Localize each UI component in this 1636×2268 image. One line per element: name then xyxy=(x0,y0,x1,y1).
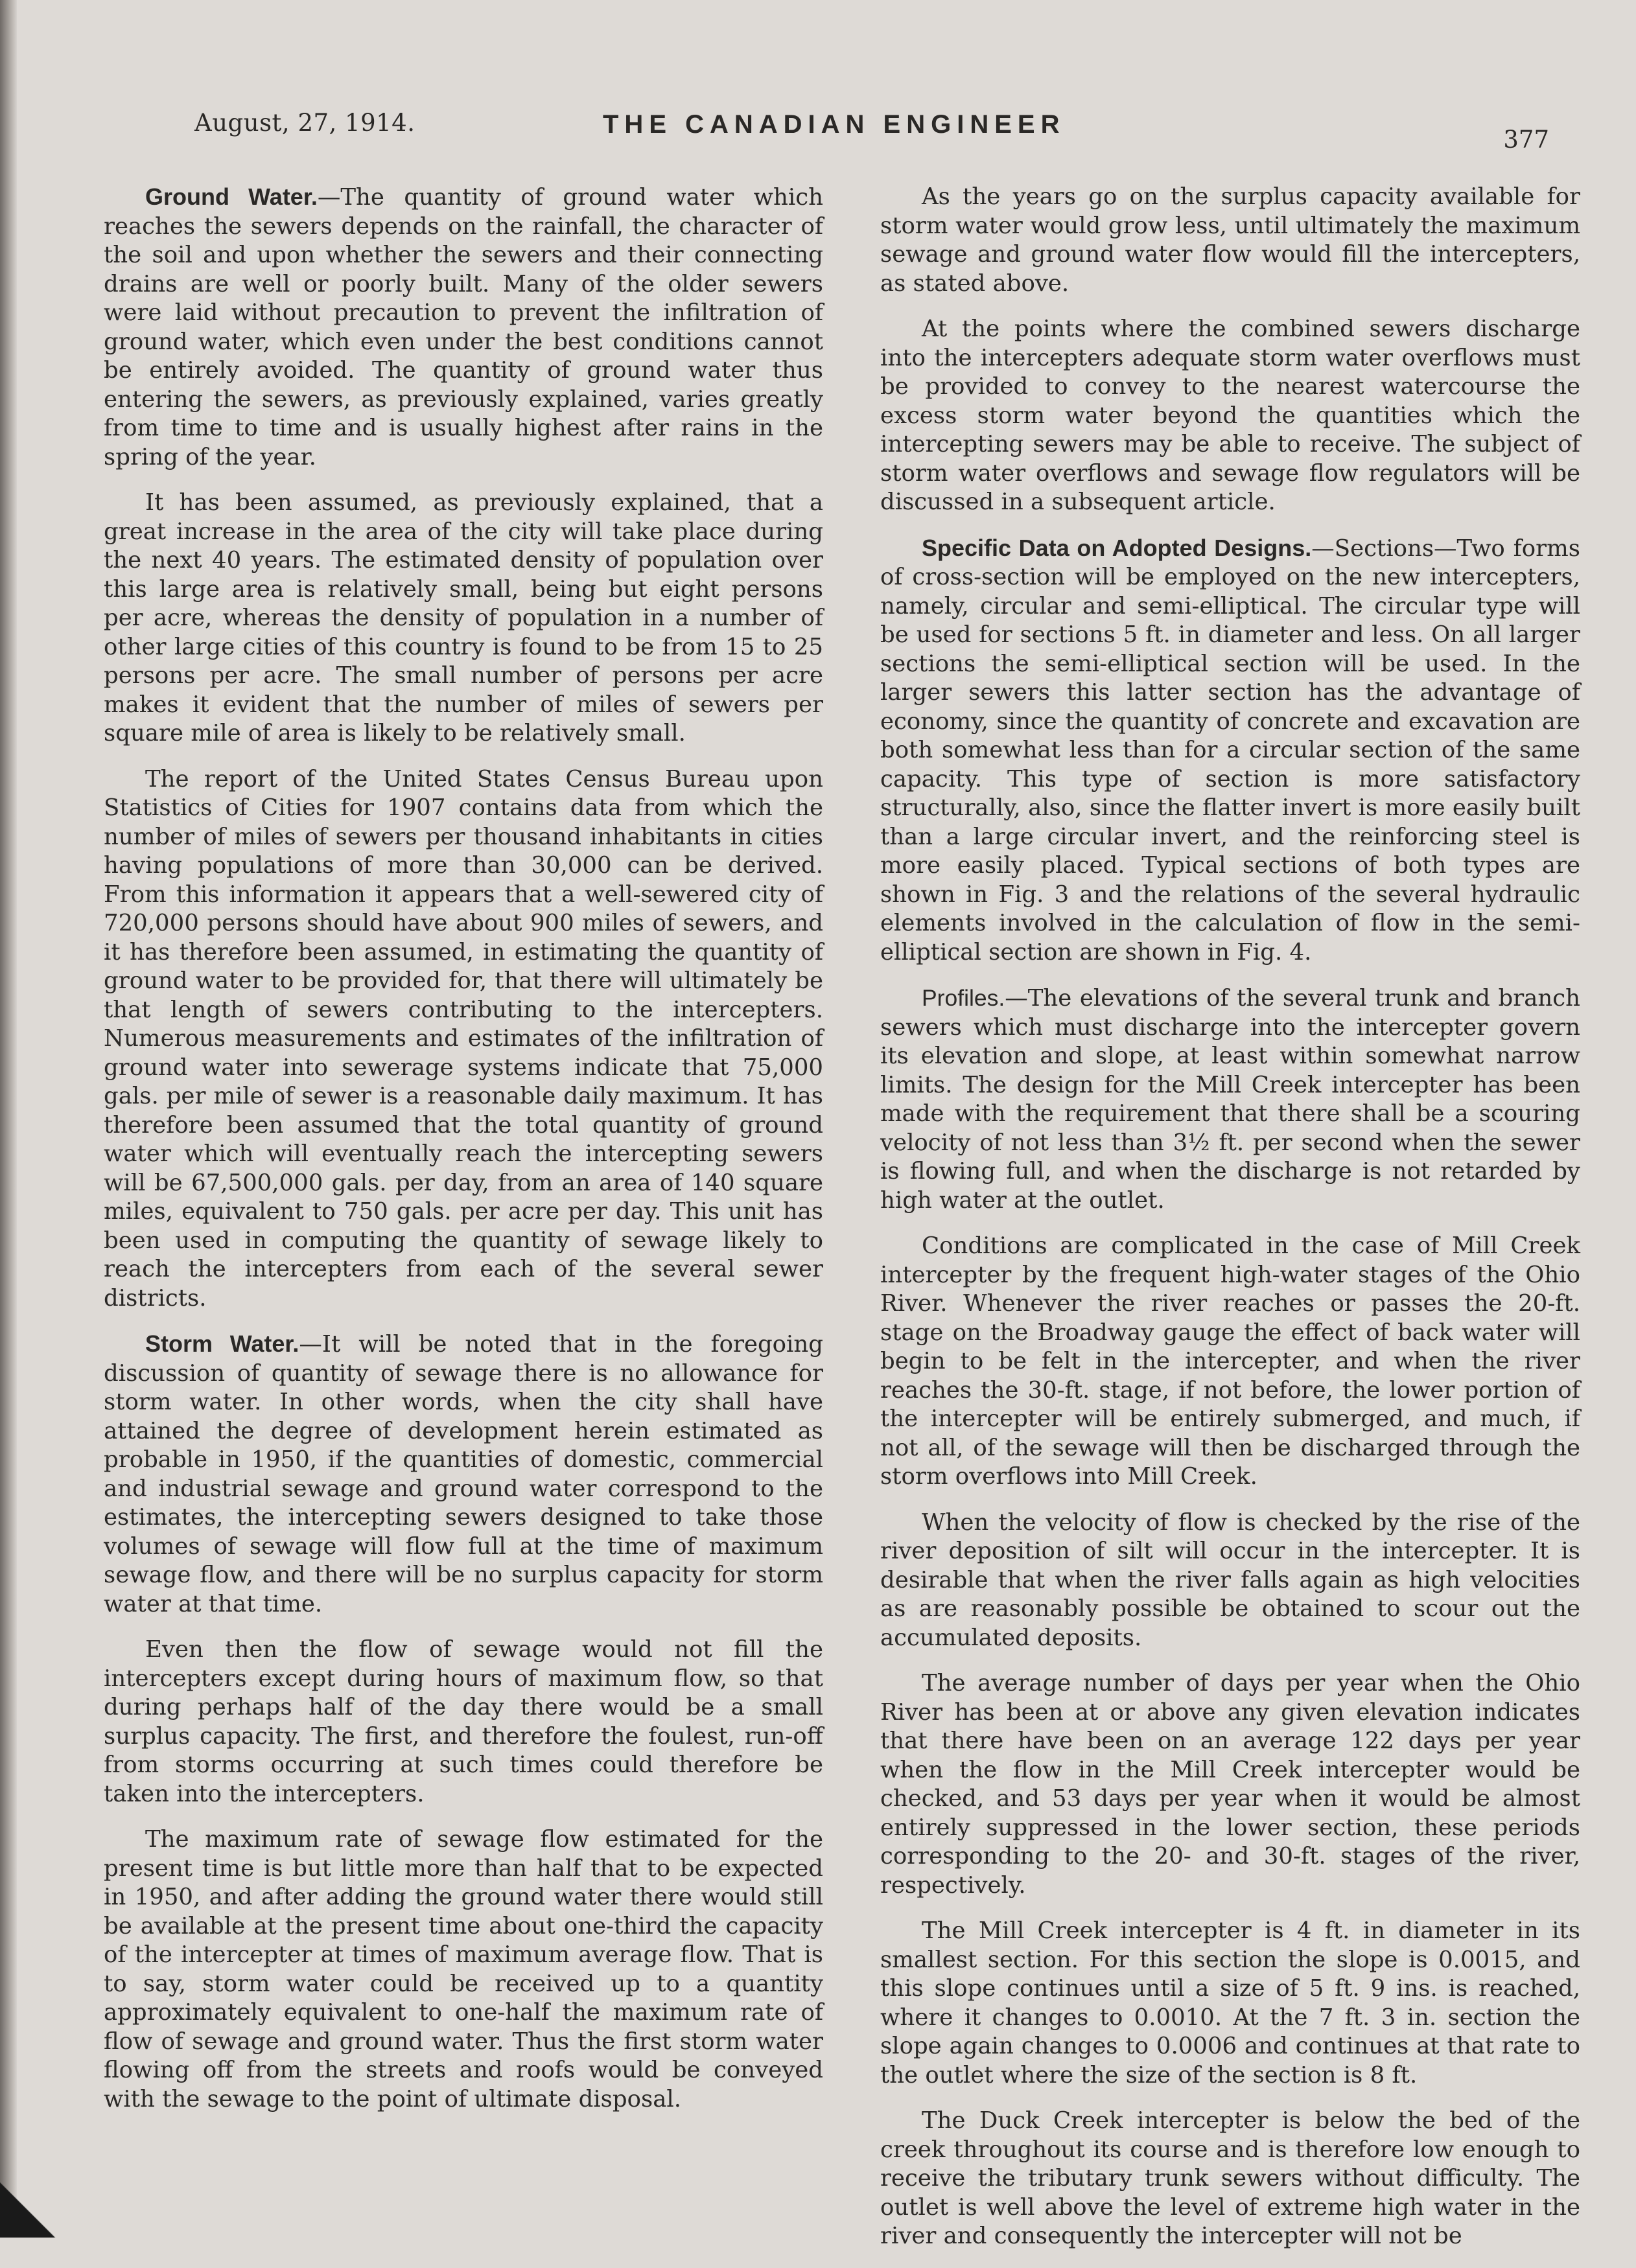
paragraph-text: It has been assumed, as previously explained, that a great increase in the area of the city will take place during the next 40 years. The estimated density of population over this large area is relatively small, being but eight persons per acre, whereas the density of population in a number of other large cities of this country is found to be from 15 to 25 persons per acre. The small number of persons per acre makes it evident that the number of miles of sewers per square mile of area is likely to be relatively small. xyxy=(104,489,823,746)
paragraph-text: —Sections—Two forms of cross-section will be employed on the new intercepters, namely, circular and semi-elliptical. The circular type will be used for sections 5 ft. in diameter and less. On all larger sections the semi-elliptical section will be used. In the larger sewers this latter section has the advantage of economy, since the quantity of concrete and excavation are both somewhat less than for a circular section of the same capacity. This type of section is more satisfactory structurally, also, since the flatter invert is more easily built than a large circular invert, and the reinforcing steel is more easily placed. Typical sections of both types are shown in Fig. 3 and the relations of the several hydraulic elements involved in the calculation of flow in the semi-elliptical section are shown in Fig. 4. xyxy=(880,535,1580,966)
paragraph-text: The Duck Creek intercepter is below the bed of the creek throughout its course and is therefore low enough to receive the tributary trunk sewers without difficulty. The outlet is well above the level of extreme high water in the river and consequently the intercepter will not be xyxy=(880,2107,1580,2249)
page-binding-gutter xyxy=(0,0,17,2238)
paragraph-text: When the velocity of flow is checked by the rise of the river deposition of silt will occur in the intercepter. It is desirable that when the river falls again as high velocities as are reasonably possible be obtained to scour out the accumulated deposits. xyxy=(880,1509,1580,1651)
paragraph-text: Even then the flow of sewage would not fill the intercepters except during hours of maximum flow, so that during perhaps half of the day there would be a small surplus capacity. The first, and therefore the foulest, run-off from storms occurring at such times could therefore be taken into the intercepters. xyxy=(104,1636,823,1807)
paragraph xyxy=(104,1636,823,1809)
paragraph-text: —The elevations of the several trunk and branch sewers which must discharge into the intercepter govern its elevation and slope, at least within somewhat narrow limits. The design for the Mill Creek intercepter has been made with the requirement that there shall be a scouring velocity of not less than 3½ ft. per second when the sewer is flowing full, and when the discharge is not retarded by high water at the outlet. xyxy=(880,985,1580,1214)
paragraph xyxy=(880,315,1580,517)
left-column xyxy=(104,183,823,2131)
section-heading-storm-water: Storm Water. xyxy=(145,1330,299,1357)
running-header xyxy=(194,109,1549,154)
section-heading-specific-data: Specific Data on Adopted Designs. xyxy=(922,534,1312,561)
journal-title: THE CANADIAN ENGINEER xyxy=(603,110,1066,139)
paragraph xyxy=(104,765,823,1313)
paragraph-text: The Mill Creek intercepter is 4 ft. in diameter in its smallest section. For this section the slope is 0.0015, and this slope continues until a size of 5 ft. 9 ins. is reached, where it changes to 0.0010. At the 7 ft. 3 in. section the slope again changes to 0.0006 and continues at that rate to the outlet where the size of the section is 8 ft. xyxy=(880,1917,1580,2089)
page-corner-shadow xyxy=(0,2179,78,2238)
paragraph xyxy=(880,1232,1580,1492)
right-column xyxy=(880,183,1580,2268)
paragraph-text: The report of the United States Census Bureau upon Statistics of Cities for 1907 contains data from which the number of miles of sewers per thousand inhabitants in cities having populations of more than 30,000 can be derived. From this information it appears that a well-sewered city of 720,000 persons should have about 900 miles of sewers, and it has therefore been assumed, in estimating the quantity of ground water to be provided for, that there will ultimately be that length of sewers contributing to the intercepters. Numerous measurements and estimates of the infiltration of ground water into sewerage systems indicate that 75,000 gals. per mile of sewer is a reasonable daily maximum. It has therefore been assumed that the total quantity of ground water which will eventually reach the intercepting sewers will be 67,500,000 gals. per day, from an area of 140 square miles, equivalent to 750 gals. per acre per day. This unit has been used in computing the quantity of sewage likely to reach the intercepters from each of the several sewer districts. xyxy=(104,765,823,1312)
paragraph-text: As the years go on the surplus capacity available for storm water would grow less, until ultimately the maximum sewage and ground water flow would fill the intercepters, as stated above. xyxy=(880,183,1580,297)
paragraph xyxy=(880,1509,1580,1653)
paragraph xyxy=(104,183,823,472)
page-number: 377 xyxy=(1503,126,1549,154)
paragraph xyxy=(880,984,1580,1215)
paragraph-text: —It will be noted that in the foregoing discussion of quantity of sewage there is no allowance for storm water. In other words, when the city shall have attained the degree of development herein estimated as probable in 1950, if the quantities of domestic, commercial and industrial sewage and ground water correspond to the estimates, the intercepting sewers designed to take those volumes of sewage will flow full at the time of maximum sewage flow, and there will be no surplus capacity for storm water at that time. xyxy=(104,1331,823,1617)
paragraph xyxy=(880,1669,1580,1900)
paragraph xyxy=(880,2107,1580,2251)
paragraph-text: The average number of days per year when the Ohio River has been at or above any given elevation indicates that there have been on an average 122 days per year when the flow in the Mill Creek intercepter would be checked, and 53 days per year when it would be almost entirely suppressed in the lower section, these periods corresponding to the 20- and 30-ft. stages of the river, respectively. xyxy=(880,1670,1580,1899)
paragraph xyxy=(880,1917,1580,2090)
paragraph xyxy=(104,1330,823,1619)
paragraph xyxy=(104,1825,823,2114)
section-heading-ground-water: Ground Water. xyxy=(145,183,318,210)
paragraph-text: Conditions are complicated in the case of Mill Creek intercepter by the frequent high-water stages of the Ohio River. Whenever the river reaches or passes the 20-ft. stage on the Broadway gauge the effect of back water will begin to be felt in the intercepter, and when the river reaches the 30-ft. stage, if not before, the lower portion of the intercepter will be entirely submerged, and much, if not all, of the sewage will then be discharged through the storm overflows into Mill Creek. xyxy=(880,1232,1580,1490)
paragraph-text: The maximum rate of sewage flow estimated for the present time is but little more than half that to be expected in 1950, and after adding the ground water there would still be available at the present time about one-third the capacity of the intercepter at times of maximum average flow. That is to say, storm water could be received up to a quantity approximately equivalent to one-half the maximum rate of flow of sewage and ground water. Thus the first storm water flowing off from the streets and roofs would be conveyed with the sewage to the point of ultimate disposal. xyxy=(104,1826,823,2112)
paragraph-text: —The quantity of ground water which reaches the sewers depends on the rainfall, the character of the soil and upon whether the sewers and their connecting drains are well or poorly built. Many of the older sewers were laid without precaution to prevent the infiltration of ground water, which even under the best conditions cannot be entirely avoided. The quantity of ground water thus entering the sewers, as previously explained, varies greatly from time to time and is usually highest after rains in the spring of the year. xyxy=(104,184,823,470)
paragraph xyxy=(880,534,1580,967)
paragraph xyxy=(104,489,823,748)
issue-date: August, 27, 1914. xyxy=(194,109,415,137)
subheading-profiles: Profiles. xyxy=(922,985,1005,1011)
paragraph-text: At the points where the combined sewers discharge into the intercepters adequate storm water overflows must be provided to convey to the nearest watercourse the excess storm water beyond the quantities which the intercepting sewers may be able to receive. The subject of storm water overflows and sewage flow regulators will be discussed in a subsequent article. xyxy=(880,316,1580,515)
paragraph xyxy=(880,183,1580,298)
